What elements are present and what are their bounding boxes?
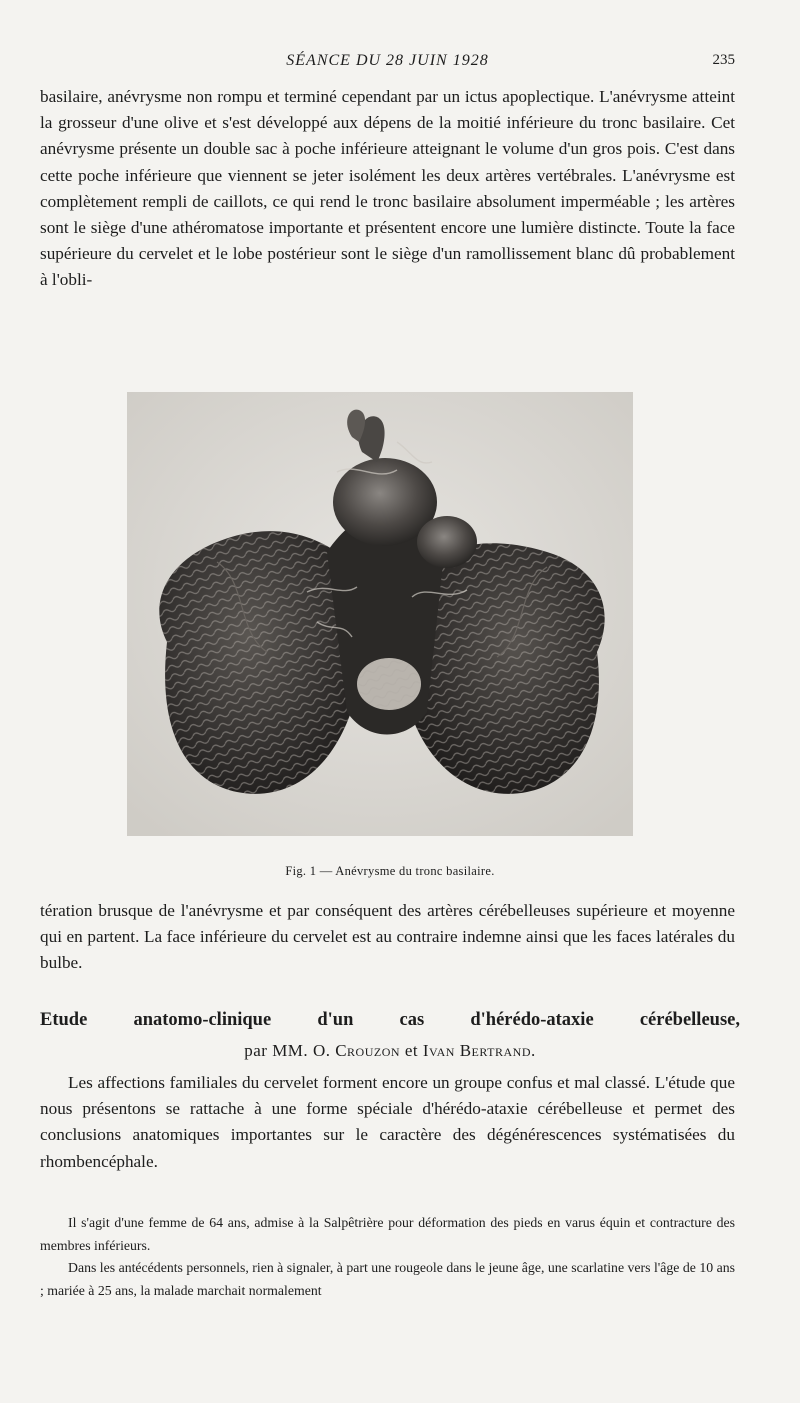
running-title: SÉANCE DU 28 JUIN 1928	[286, 52, 489, 69]
cerebellum-photo	[127, 392, 633, 836]
article-title: Etude anatomo-clinique d'un cas d'hérédo-ataxie cérébelleuse,	[40, 1010, 740, 1030]
article-intro	[40, 1070, 735, 1175]
paragraph-text: Dans les antécédents personnels, rien à signaler, à part une rougeole dans le jeune âge, une scarlatine vers l'âge de 10 ans ; mariée à 25 ans, la malade marchait normalement	[40, 1260, 735, 1298]
paragraph-text: Il s'agit d'une femme de 64 ans, admise à la Salpêtrière pour déformation des pieds en varus équin et contracture des membres inférieurs.	[40, 1215, 735, 1253]
running-header	[40, 52, 735, 76]
paragraph-continuation	[40, 84, 735, 294]
author-name: Ivan Bertrand.	[422, 1041, 536, 1060]
authors-connector: et	[404, 1041, 419, 1060]
authors-prefix: par MM.	[244, 1041, 309, 1060]
paragraph-text: Les affections familiales du cervelet forment encore un groupe confus et mal classé. L'étude que nous présentons se rattache à une forme spéciale d'hérédo-ataxie cérébelleuse et permet des conclusions anatomiques importantes sur le caractère des dégénérescences systématisées du rhombencéphale.	[40, 1073, 735, 1171]
figure-caption: Fig. 1 — Anévrysme du tronc basilaire.	[285, 864, 495, 878]
article-case	[40, 1212, 735, 1302]
article-authors	[40, 1041, 740, 1061]
paragraph-text: basilaire, anévrysme non rompu et terminé cependant par un ictus apoplectique. L'anévrysme atteint la grosseur d'une olive et s'est développé aux dépens de la moitié inférieure du tronc basilaire. Cet anévrysme présente un double sac à poche inférieure atteignant le volume d'un gros pois. C'est dans cette poche inférieure que viennent se jeter isolément les deux artères vertébrales. L'anévrysme est complètement rempli de caillots, ce qui rend le tronc basilaire absolument imperméable ; les artères sont le siège d'une athéromatose importante et présentent encore une lumière distincte. Toute la face supérieure du cervelet et le lobe postérieur sont le siège d'un ramollissement blanc dû probablement à l'obli-	[40, 87, 735, 290]
paragraph-text: tération brusque de l'anévrysme et par conséquent des artères cérébelleuses supérieure et moyenne qui en partent. La face inférieure du cervelet est au contraire indemne ainsi que les faces latérales du bulbe.	[40, 901, 735, 973]
author-name: O. Crouzon	[312, 1041, 401, 1060]
figure-photograph	[127, 392, 633, 836]
page-number: 235	[712, 52, 735, 68]
paragraph-after-figure	[40, 898, 735, 977]
